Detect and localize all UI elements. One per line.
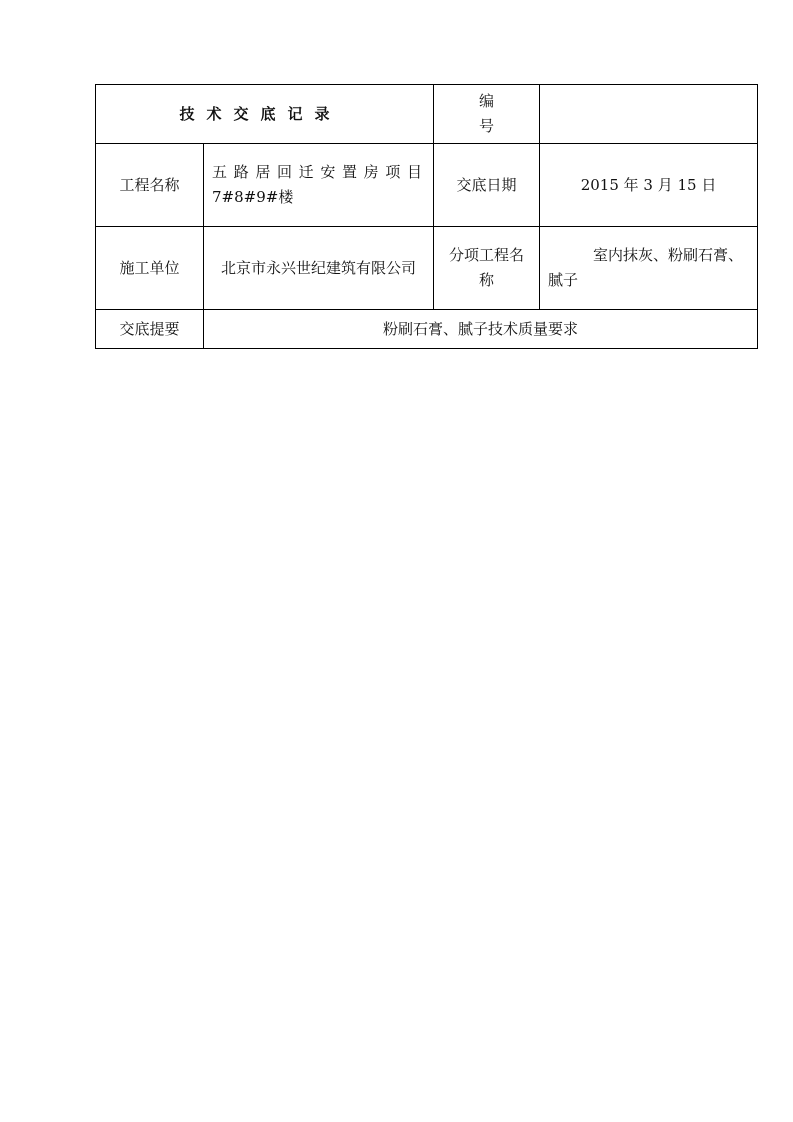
sub-project-label: 分项工程名称 [434, 227, 540, 310]
summary-row [96, 310, 758, 349]
construction-unit-value: 北京市永兴世纪建筑有限公司 [204, 227, 434, 310]
title-row [96, 85, 758, 144]
project-name-line2: 7#8#9#楼 [212, 188, 294, 206]
document-title: 技术交底记录 [96, 85, 434, 144]
code-value [540, 85, 758, 144]
construction-unit-row [96, 227, 758, 310]
project-name-label: 工程名称 [96, 144, 204, 227]
disclosure-date-value: 2015 年 3 月 15 日 [540, 144, 758, 227]
code-label: 编号 [434, 85, 540, 144]
sub-project-value: 室内抹灰、粉刷石膏、腻子 [540, 227, 758, 310]
summary-label: 交底提要 [96, 310, 204, 349]
project-name-value [204, 144, 434, 227]
project-row [96, 144, 758, 227]
project-name-line1: 五路居回迁安置房项目 [212, 163, 426, 181]
technical-disclosure-table [95, 84, 758, 349]
disclosure-date-label: 交底日期 [434, 144, 540, 227]
construction-unit-label: 施工单位 [96, 227, 204, 310]
summary-value: 粉刷石膏、腻子技术质量要求 [204, 310, 758, 349]
